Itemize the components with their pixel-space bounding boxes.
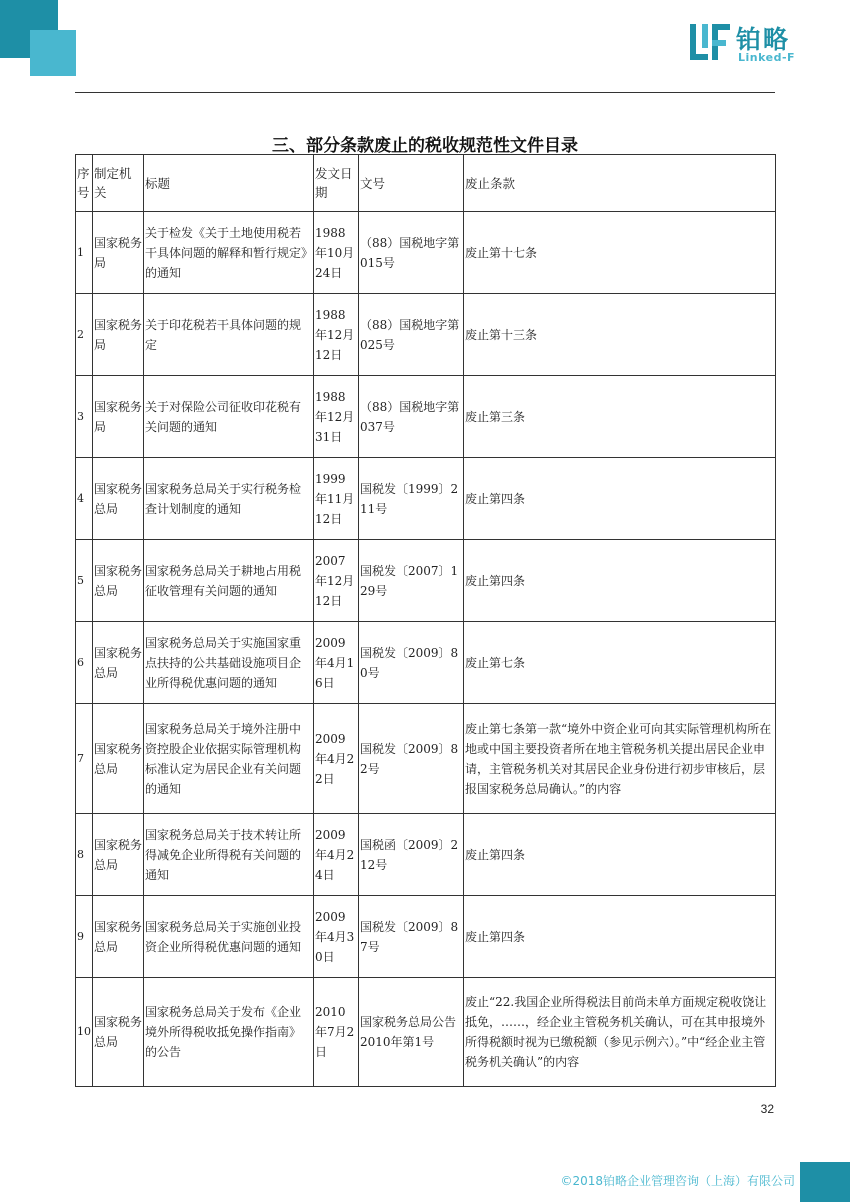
row-agency: 国家税务局: [93, 376, 144, 458]
row-agency: 国家税务局: [93, 212, 144, 294]
header-date: 发文日期: [314, 155, 359, 212]
row-abolished-clause: 废止第四条: [464, 458, 776, 540]
row-agency: 国家税务总局: [93, 458, 144, 540]
row-title: 国家税务总局关于发布《企业境外所得税收抵免操作指南》的公告: [144, 978, 314, 1087]
row-seq: 1: [76, 212, 93, 294]
header-agency: 制定机关: [93, 155, 144, 212]
header-rule: [75, 92, 775, 93]
row-seq: 6: [76, 622, 93, 704]
footer-decoration: [800, 1162, 850, 1202]
row-agency: 国家税务总局: [93, 896, 144, 978]
table-row: [76, 458, 776, 540]
row-abolished-clause: 废止“22.我国企业所得税法目前尚未单方面规定税收饶让抵免，……，经企业主管税务机关确认，可在其申报境外所得税额时视为已缴税额（参见示例六）。”中“经企业主管税务机关确认”的内容: [464, 978, 776, 1087]
row-title: 国家税务总局关于实施国家重点扶持的公共基础设施项目企业所得税优惠问题的通知: [144, 622, 314, 704]
row-doc-number: 国税发〔2009〕82号: [359, 704, 464, 814]
row-seq: 4: [76, 458, 93, 540]
row-date: 2009年4月16日: [314, 622, 359, 704]
row-date: 2007年12月12日: [314, 540, 359, 622]
row-doc-number: 国税发〔1999〕211号: [359, 458, 464, 540]
row-abolished-clause: 废止第四条: [464, 540, 776, 622]
header-abolished-clause: 废止条款: [464, 155, 776, 212]
row-agency: 国家税务总局: [93, 540, 144, 622]
row-date: 2010年7月2日: [314, 978, 359, 1087]
abolished-provisions-table: [75, 154, 776, 1087]
page-number: 32: [760, 1102, 774, 1116]
row-title: 国家税务总局关于实行税务检查计划制度的通知: [144, 458, 314, 540]
row-abolished-clause: 废止第四条: [464, 814, 776, 896]
row-seq: 8: [76, 814, 93, 896]
row-abolished-clause: 废止第七条: [464, 622, 776, 704]
row-agency: 国家税务总局: [93, 704, 144, 814]
brand-logo: [690, 20, 820, 66]
row-abolished-clause: 废止第十七条: [464, 212, 776, 294]
row-title: 国家税务总局关于实施创业投资企业所得税优惠问题的通知: [144, 896, 314, 978]
row-doc-number: 国税发〔2007〕129号: [359, 540, 464, 622]
row-title: 国家税务总局关于境外注册中资控股企业依据实际管理机构标准认定为居民企业有关问题的通知: [144, 704, 314, 814]
table-row: [76, 540, 776, 622]
row-abolished-clause: 废止第七条第一款“境外中资企业可向其实际管理机构所在地或中国主要投资者所在地主管税务机关提出居民企业申请，主管税务机关对其居民企业身份进行初步审核后，层报国家税务总局确认。”的内容: [464, 704, 776, 814]
row-date: 1988年10月24日: [314, 212, 359, 294]
document-title: 三、部分条款废止的税收规范性文件目录: [272, 136, 578, 156]
row-abolished-clause: 废止第三条: [464, 376, 776, 458]
logo-mark-icon: [690, 22, 732, 62]
row-agency: 国家税务总局: [93, 978, 144, 1087]
brand-name-en: Linked-F: [738, 51, 796, 64]
table-row: [76, 896, 776, 978]
row-seq: 7: [76, 704, 93, 814]
row-agency: 国家税务总局: [93, 622, 144, 704]
row-seq: 9: [76, 896, 93, 978]
row-doc-number: 国税发〔2009〕87号: [359, 896, 464, 978]
table-row: [76, 978, 776, 1087]
row-seq: 5: [76, 540, 93, 622]
row-title: 国家税务总局关于技术转让所得减免企业所得税有关问题的通知: [144, 814, 314, 896]
row-doc-number: 国税发〔2009〕80号: [359, 622, 464, 704]
table-row: [76, 376, 776, 458]
row-agency: 国家税务局: [93, 294, 144, 376]
row-date: 2009年4月30日: [314, 896, 359, 978]
brand-name-cn: 铂略: [736, 25, 791, 54]
header-doc-number: 文号: [359, 155, 464, 212]
row-doc-number: 国家税务总局公告2010年第1号: [359, 978, 464, 1087]
row-date: 1988年12月12日: [314, 294, 359, 376]
table-row: [76, 704, 776, 814]
header-seq: 序号: [76, 155, 93, 212]
row-date: 1988年12月31日: [314, 376, 359, 458]
row-abolished-clause: 废止第十三条: [464, 294, 776, 376]
row-seq: 2: [76, 294, 93, 376]
row-doc-number: （88）国税地字第037号: [359, 376, 464, 458]
row-doc-number: （88）国税地字第025号: [359, 294, 464, 376]
table-row: [76, 294, 776, 376]
row-title: 关于对保险公司征收印花税有关问题的通知: [144, 376, 314, 458]
row-agency: 国家税务总局: [93, 814, 144, 896]
row-doc-number: 国税函〔2009〕212号: [359, 814, 464, 896]
row-abolished-clause: 废止第四条: [464, 896, 776, 978]
row-doc-number: （88）国税地字第015号: [359, 212, 464, 294]
row-title: 国家税务总局关于耕地占用税征收管理有关问题的通知: [144, 540, 314, 622]
table-row: [76, 814, 776, 896]
row-seq: 10: [76, 978, 93, 1087]
row-date: 2009年4月24日: [314, 814, 359, 896]
row-date: 2009年4月22日: [314, 704, 359, 814]
table-header-row: [76, 155, 776, 212]
table-row: [76, 212, 776, 294]
row-seq: 3: [76, 376, 93, 458]
table-row: [76, 622, 776, 704]
footer-copyright: ©2018铂略企业管理咨询（上海）有限公司: [560, 1174, 795, 1188]
corner-decoration-accent: [30, 30, 76, 76]
row-title: 关于印花税若干具体问题的规定: [144, 294, 314, 376]
header-title: 标题: [144, 155, 314, 212]
row-date: 1999年11月12日: [314, 458, 359, 540]
row-title: 关于检发《关于土地使用税若干具体问题的解释和暂行规定》的通知: [144, 212, 314, 294]
